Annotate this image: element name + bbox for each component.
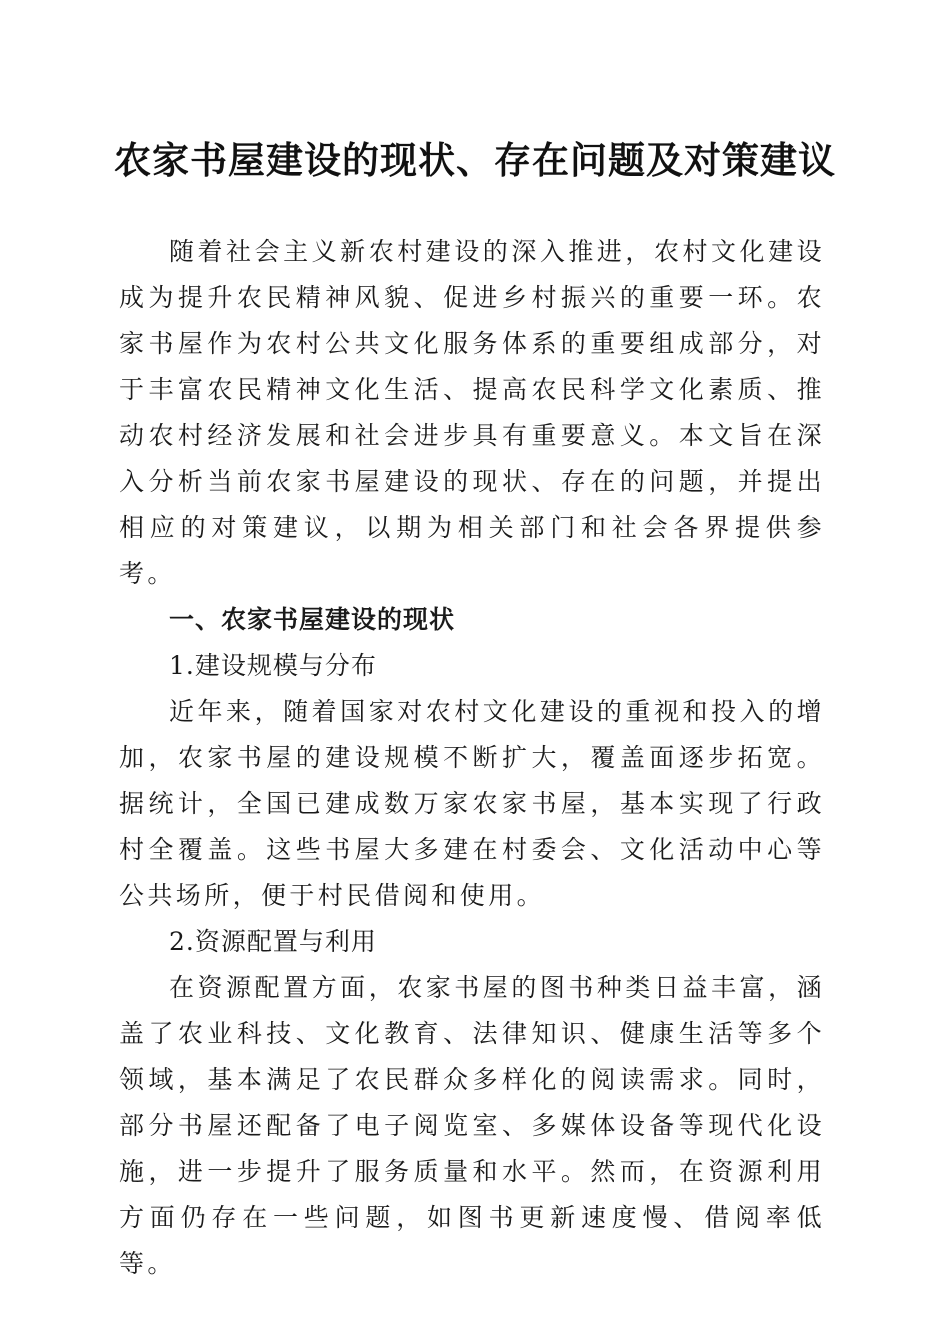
document-title: 农家书屋建设的现状、存在问题及对策建议 xyxy=(114,138,836,182)
section-heading-1: 一、农家书屋建设的现状 xyxy=(169,605,456,634)
subsection-paragraph-2: 在资源配置方面，农家书屋的图书种类日益丰富，涵盖了农业科技、文化教育、法律知识、健康生活等多个领域，基本满足了农民群众多样化的阅读需求。同时，部分书屋还配备了电子阅览室、多媒体设备等现代化设施，进一步提升了服务质量和水平。然而，在资源利用方面仍存在一些问题，如图书更新速度慢、借阅率低等。 xyxy=(119,973,825,1278)
document-body xyxy=(119,229,825,1287)
subsection-paragraph-1: 近年来，随着国家对农村文化建设的重视和投入的增加，农家书屋的建设规模不断扩大，覆盖面逐步拓宽。据统计，全国已建成数万家农家书屋，基本实现了行政村全覆盖。这些书屋大多建在村委会、文化活动中心等公共场所，便于村民借阅和使用。 xyxy=(119,697,825,910)
intro-paragraph: 随着社会主义新农村建设的深入推进，农村文化建设成为提升农民精神风貌、促进乡村振兴的重要一环。农家书屋作为农村公共文化服务体系的重要组成部分，对于丰富农民精神文化生活、提高农民科学文化素质、推动农村经济发展和社会进步具有重要意义。本文旨在深入分析当前农家书屋建设的现状、存在的问题，并提出相应的对策建议，以期为相关部门和社会各界提供参考。 xyxy=(119,237,825,588)
subsection-heading-2: 2.资源配置与利用 xyxy=(169,927,377,956)
subsection-heading-1: 1.建设规模与分布 xyxy=(169,651,377,680)
